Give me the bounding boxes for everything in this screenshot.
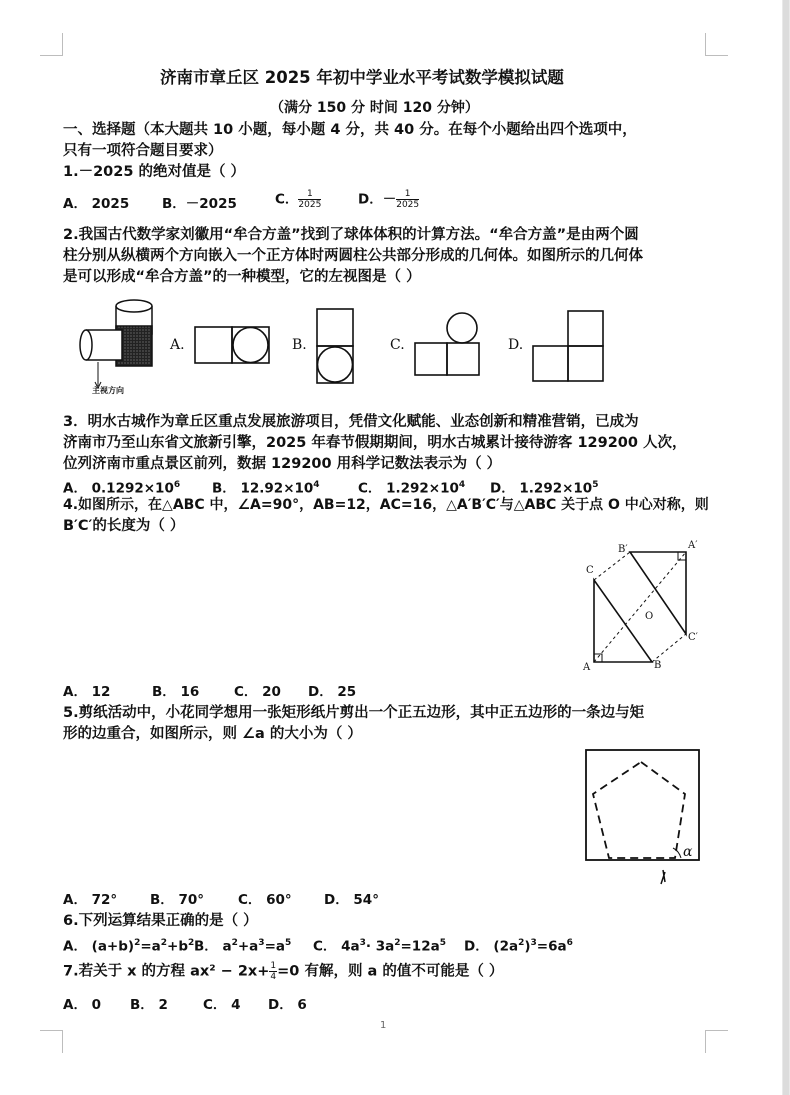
page-number: 1 (380, 1020, 387, 1031)
q4-label-b-prime: B′ (618, 544, 628, 555)
section-heading-line2: 只有一项符合题目要求） (63, 143, 223, 159)
q5-option-d: D． 54° (324, 892, 379, 908)
q5-stem-line1: 5.剪纸活动中，小花同学想用一张矩形纸片剪出一个正五边形，其中正五边形的一条边与矩 (63, 705, 645, 721)
q3-option-c: C． $1.292\times 10^4$ (358, 480, 466, 497)
q4-triangle-figure (580, 540, 700, 680)
q6-option-c: C． $4a^3\cdot 3a^2=12a^5$ (313, 938, 446, 955)
q4-label-a: A (583, 662, 591, 673)
q1-stem: 1.－2025 的绝对值是（ ） (63, 164, 246, 180)
q3-stem-line3: 位列济南市重点景区前列，数据 129200 用科学记数法表示为（ ） (63, 456, 502, 472)
q4-label-c-prime: C′ (688, 632, 698, 643)
q6-option-d: D． $(2a^2)^3=6a^6$ (464, 938, 573, 955)
q4-stem-line1: 4.如图所示，在△ABC 中，∠A=90°，AB=12，AC=16，△A′B′C′与△ABC 关于点 O 中心对称，则 (63, 497, 709, 513)
q6-option-b: B． $a^2+a^3=a^5$ (194, 938, 292, 955)
corner-mark-bottom-left (40, 1030, 63, 1053)
q7-stem: 7.若关于 x 的方程 ax² − 2x+ $\frac{1}{4}$ =0 有解，则 a 的值不可能是（ ） (63, 961, 504, 982)
q4-stem-line2: B′C′的长度为（ ） (63, 518, 185, 534)
q5-option-a: A． 72° (63, 892, 118, 908)
q4-label-c: C (586, 565, 594, 576)
q5-pentagon-figure (585, 748, 703, 888)
q4-option-d: D． 25 (308, 684, 357, 700)
q6-option-a: A． $(a+b)^2=a^2+b^2$ (63, 938, 195, 955)
q3-option-d: D． $1.292\times 10^5$ (490, 480, 599, 497)
q4-label-b: B (654, 660, 662, 671)
q4-option-b: B． 16 (152, 684, 200, 700)
q1-option-a: A． 2025 (63, 196, 130, 212)
page-subtitle: （满分 150 分 时间 120 分钟） (270, 100, 479, 116)
q2-stem-line1: 2.我国古代数学家刘徽用“牟合方盖”找到了球体体积的计算方法。“牟合方盖”是由两个圆 (63, 227, 639, 243)
q7-option-c: C． 4 (203, 997, 241, 1013)
q5-option-b: B． 70° (150, 892, 205, 908)
q2-option-a-label: A. (170, 337, 185, 353)
q5-stem-line2: 形的边重合，如图所示，则 ∠a 的大小为（ ） (63, 726, 362, 742)
q1-option-b: B．－2025 (162, 196, 237, 212)
q2-option-d-label: D. (508, 337, 524, 353)
q2-option-d-figure (532, 310, 604, 382)
q2-stem-line2: 柱分别从纵横两个方向嵌入一个正方体时两圆柱公共部分形成的几何体。如图所示的几何体 (63, 248, 643, 264)
q4-label-o: O (645, 611, 654, 622)
q7-option-b: B． 2 (130, 997, 168, 1013)
q2-option-c-label: C. (390, 337, 405, 353)
vertical-scrollbar[interactable] (782, 0, 790, 1095)
corner-mark-top-right (705, 33, 728, 56)
q5-option-c: C． 60° (238, 892, 292, 908)
q1-option-c: C． $\frac{1}{2025}$ (275, 189, 322, 210)
q4-option-a: A． 12 (63, 684, 111, 700)
q2-option-a-figure (194, 326, 270, 364)
q3-stem-line1: 3．明水古城作为章丘区重点发展旅游项目，凭借文化赋能、业态创新和精准营销，已成为 (63, 414, 639, 430)
q4-label-a-prime: A′ (688, 540, 698, 551)
q3-stem-line2: 济南市乃至山东省文旅新引擎，2025 年春节假期期间，明水古城累计接待游客 129200 人次， (63, 435, 687, 451)
q6-stem: 6.下列运算结果正确的是（ ） (63, 913, 258, 929)
q2-view-direction-label: 主视方向 (92, 386, 124, 395)
section-heading-line1: 一、选择题（本大题共 10 小题，每小题 4 分，共 40 分。在每个小题给出四个选项中， (63, 122, 637, 138)
q1-option-d: D．－ $\frac{1}{2025}$ (358, 189, 420, 210)
q4-option-c: C． 20 (234, 684, 281, 700)
q3-option-b: B． $12.92\times 10^4$ (212, 480, 320, 497)
q2-stem-line3: 是可以形成“牟合方盖”的一种模型，它的左视图是（ ） (63, 269, 421, 285)
q3-option-a: A． $0.1292\times 10^6$ (63, 480, 181, 497)
scrollbar-thumb[interactable] (783, 0, 789, 1095)
corner-mark-bottom-right (705, 1030, 728, 1053)
q5-alpha-label: α (683, 844, 693, 860)
q2-option-c-figure (414, 312, 480, 376)
q7-option-a: A． 0 (63, 997, 102, 1013)
page-title: 济南市章丘区 2025 年初中学业水平考试数学模拟试题 (160, 68, 564, 87)
q2-solid-figure (76, 296, 168, 368)
q7-option-d: D． 6 (268, 997, 307, 1013)
q2-option-b-label: B. (292, 337, 307, 353)
q2-option-b-figure (316, 308, 354, 384)
corner-mark-top-left (40, 33, 63, 56)
